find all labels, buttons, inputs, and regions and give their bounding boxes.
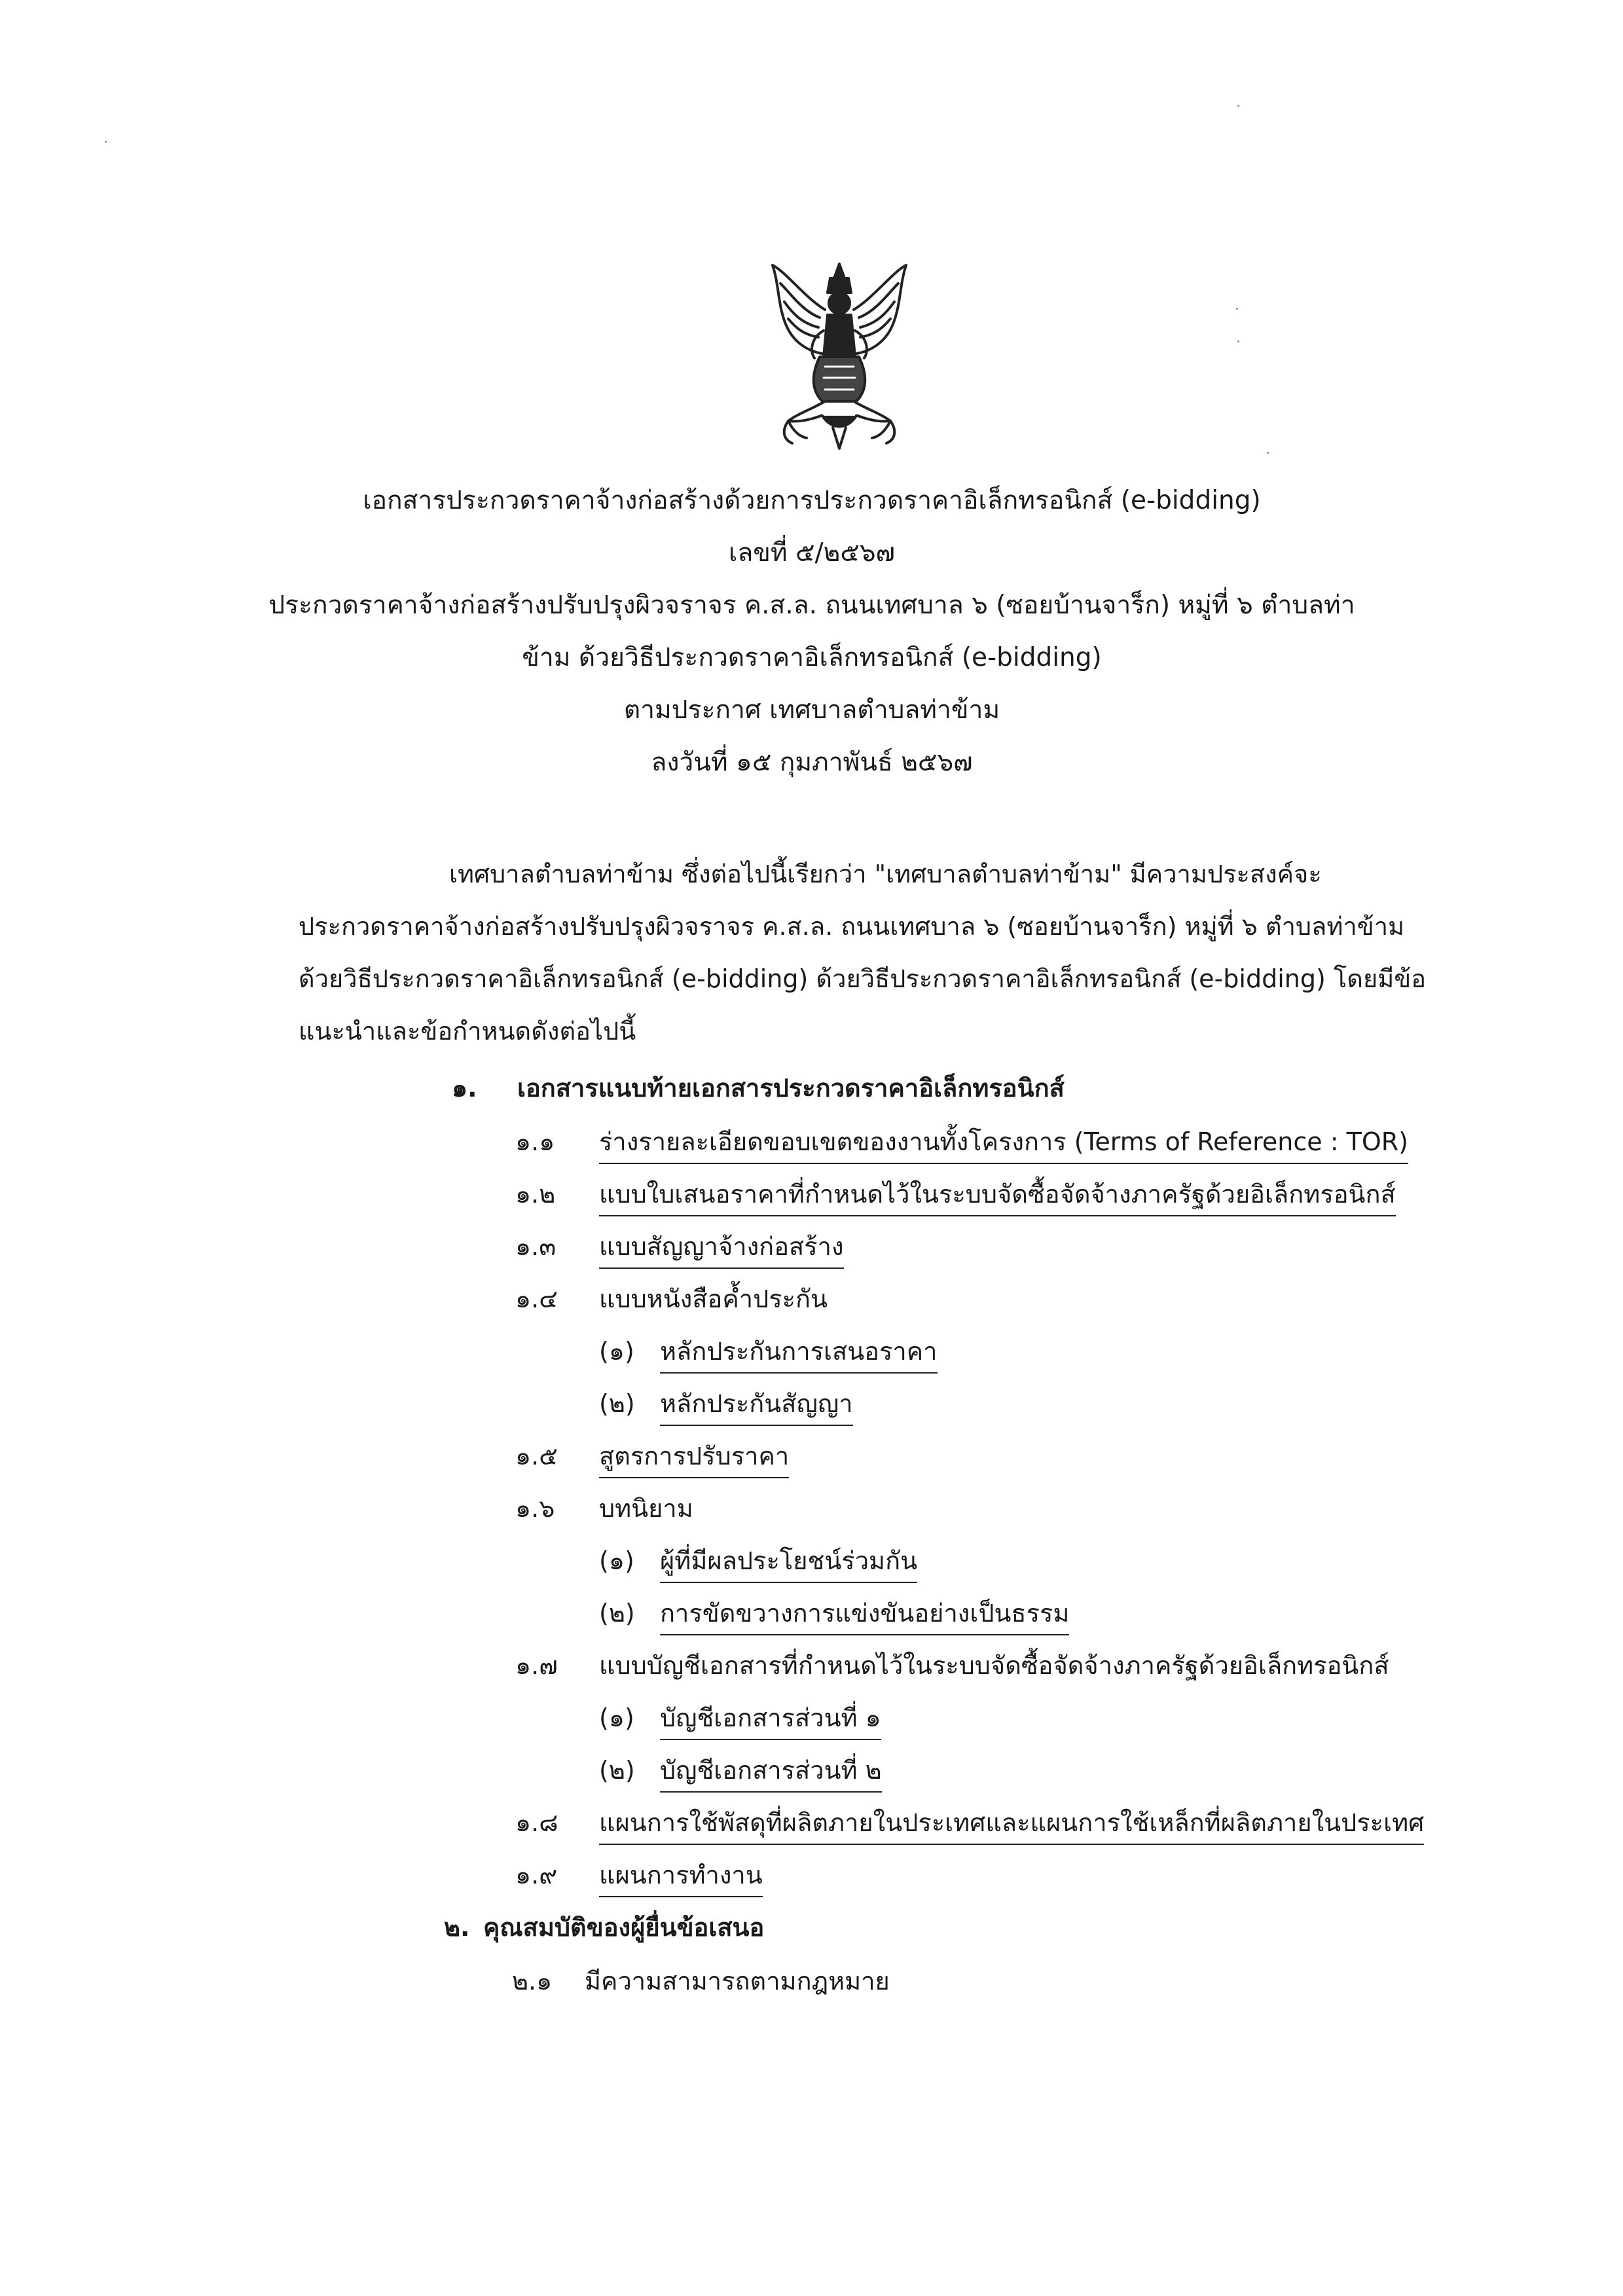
document-title: เอกสารประกวดราคาจ้างก่อสร้างด้วยการประกวดราคาอิเล็กทรอนิกส์ (e-bidding) bbox=[363, 486, 1261, 515]
intro-line: แนะนำและข้อกำหนดดังต่อไปนี้ bbox=[299, 1017, 636, 1046]
item-number: ๑.๗ bbox=[515, 1651, 558, 1680]
item-text: หลักประกันสัญญา bbox=[660, 1385, 853, 1426]
intro-paragraph bbox=[299, 848, 1427, 1057]
item-number: (๒) bbox=[599, 1599, 635, 1628]
item-number: (๒) bbox=[599, 1389, 635, 1418]
item-number: ๑.๙ bbox=[515, 1861, 558, 1889]
item-text: แบบใบเสนอราคาที่กำหนดไว้ในระบบจัดซื้อจัดจ้างภาครัฐด้วยอิเล็กทรอนิกส์ bbox=[599, 1176, 1396, 1216]
announcement-date: ลงวันที่ ๑๕ กุมภาพันธ์ ๒๕๖๗ bbox=[651, 748, 973, 777]
item-text: แผนการใช้พัสดุที่ผลิตภายในประเทศและแผนการใช้เหล็กที่ผลิตภายในประเทศ bbox=[599, 1804, 1424, 1845]
scan-speck bbox=[1236, 308, 1238, 310]
section-heading: คุณสมบัติของผู้ยื่นข้อเสนอ bbox=[483, 1913, 765, 1942]
document-number: เลขที่ ๕/๒๕๖๗ bbox=[729, 538, 895, 568]
item-text: บทนิยาม bbox=[599, 1494, 693, 1523]
intro-line: ประกวดราคาจ้างก่อสร้างปรับปรุงผิวจราจร ค.ส.ล. ถนนเทศบาล ๖ (ซอยบ้านจาร็ก) หมู่ที่ ๖ ตำบลท่าข้าม bbox=[299, 912, 1405, 941]
scan-speck bbox=[105, 141, 107, 143]
item-number: ๑.๘ bbox=[515, 1808, 558, 1837]
item-text: บัญชีเอกสารส่วนที่ ๑ bbox=[660, 1700, 881, 1740]
scan-speck bbox=[1237, 105, 1239, 107]
item-number: ๑.๕ bbox=[515, 1442, 558, 1470]
item-number: ๑.๖ bbox=[515, 1494, 555, 1523]
intro-line: ด้วยวิธีประกวดราคาอิเล็กทรอนิกส์ (e-bidding) ด้วยวิธีประกวดราคาอิเล็กทรอนิกส์ (e-bidding) โดยมีข้อ bbox=[299, 964, 1427, 993]
scan-speck bbox=[1237, 340, 1239, 342]
item-text: ร่างรายละเอียดขอบเขตของงานทั้งโครงการ (Terms of Reference : TOR) bbox=[599, 1123, 1408, 1164]
item-number: ๒.๑ bbox=[512, 1967, 553, 1995]
scan-speck bbox=[1267, 452, 1269, 454]
item-number: ๑.๓ bbox=[515, 1232, 556, 1261]
item-text: แบบหนังสือค้ำประกัน bbox=[599, 1285, 828, 1313]
item-text: บัญชีเอกสารส่วนที่ ๒ bbox=[660, 1752, 882, 1793]
item-text: แบบสัญญาจ้างก่อสร้าง bbox=[599, 1228, 844, 1269]
item-number: (๑) bbox=[599, 1704, 634, 1732]
item-number: ๑.๑ bbox=[515, 1127, 555, 1156]
intro-line: เทศบาลตำบลท่าข้าม ซึ่งต่อไปนี้เรียกว่า "เทศบาลตำบลท่าข้าม" มีความประสงค์จะ bbox=[449, 860, 1322, 888]
item-number: (๑) bbox=[599, 1546, 634, 1575]
item-text: หลักประกันการเสนอราคา bbox=[660, 1333, 938, 1374]
section-heading: เอกสารแนบท้ายเอกสารประกวดราคาอิเล็กทรอนิกส์ bbox=[517, 1074, 1065, 1102]
item-text: มีความสามารถตามกฎหมาย bbox=[585, 1967, 890, 1995]
announcement: ตามประกาศ เทศบาลตำบลท่าข้าม bbox=[623, 695, 1000, 725]
item-number: (๒) bbox=[599, 1756, 635, 1785]
item-text: สูตรการปรับราคา bbox=[599, 1438, 789, 1478]
section-number: ๑. bbox=[452, 1074, 477, 1102]
section-number: ๒. bbox=[444, 1913, 470, 1942]
item-text: แบบบัญชีเอกสารที่กำหนดไว้ในระบบจัดซื้อจัดจ้างภาครัฐด้วยอิเล็กทรอนิกส์ bbox=[599, 1651, 1389, 1680]
item-number: (๑) bbox=[599, 1337, 634, 1366]
item-number: ๑.๒ bbox=[515, 1180, 556, 1209]
subject-line-2: ข้าม ด้วยวิธีประกวดราคาอิเล็กทรอนิกส์ (e-bidding) bbox=[522, 643, 1102, 672]
item-number: ๑.๔ bbox=[515, 1285, 558, 1313]
garuda-emblem-icon bbox=[759, 259, 920, 455]
item-text: การขัดขวางการแข่งขันอย่างเป็นธรรม bbox=[660, 1595, 1069, 1635]
item-text: ผู้ที่มีผลประโยชน์ร่วมกัน bbox=[660, 1542, 917, 1583]
item-text: แผนการทำงาน bbox=[599, 1857, 763, 1897]
subject-line-1: ประกวดราคาจ้างก่อสร้างปรับปรุงผิวจราจร ค.ส.ล. ถนนเทศบาล ๖ (ซอยบ้านจาร็ก) หมู่ที่ ๖ ตำบลท่า bbox=[268, 591, 1355, 620]
